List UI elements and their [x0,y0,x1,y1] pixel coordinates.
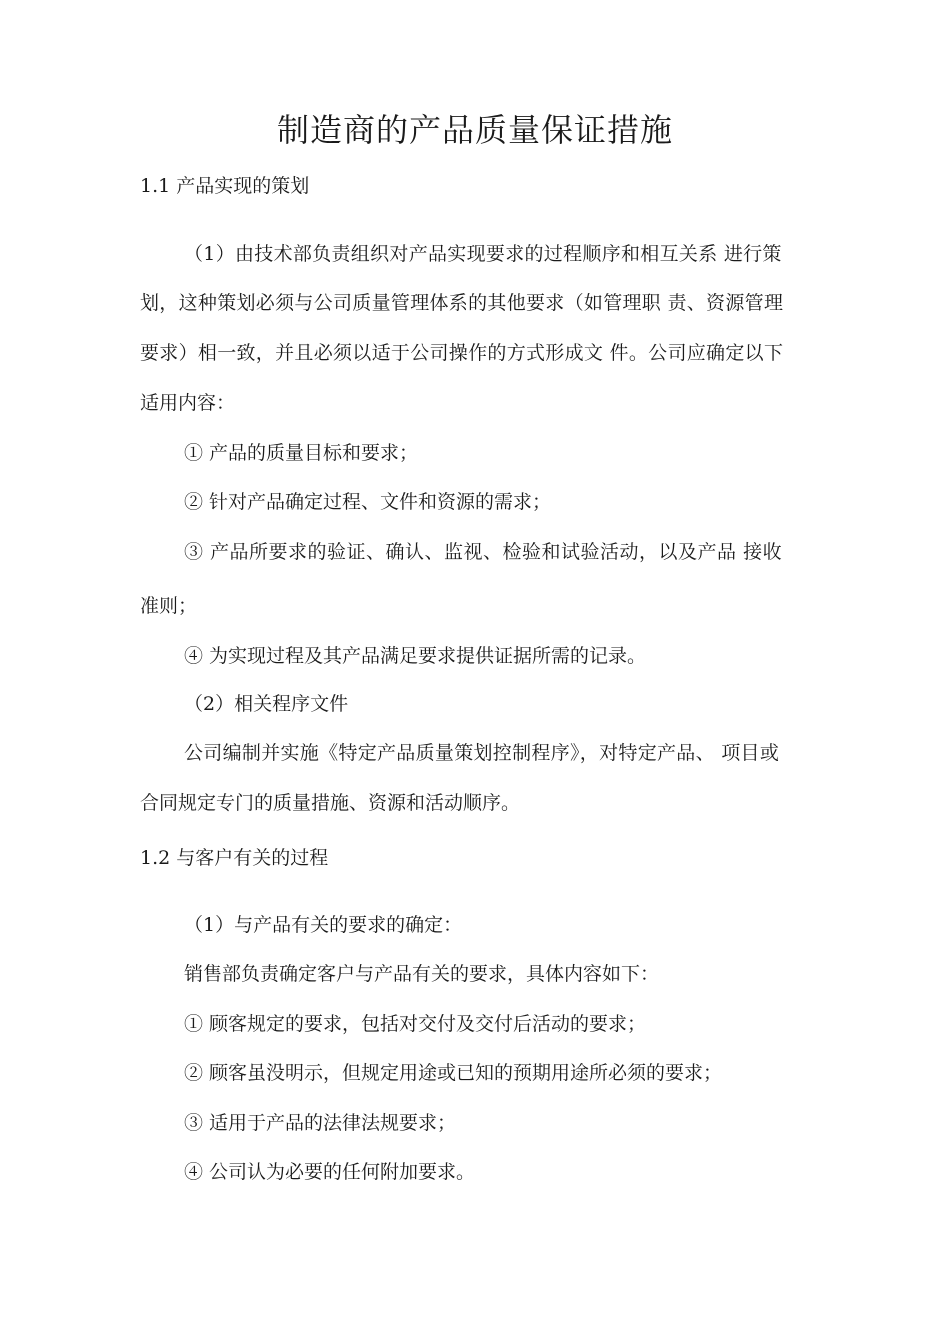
list-item-continuation: 准则； [140,595,198,617]
paragraph-line: 划，这种策划必须与公司质量管理体系的其他要求（如管理职 责、资源管理 [140,292,784,314]
list-item: ③ 适用于产品的法律法规要求； [184,1112,457,1134]
list-item: ③ 产品所要求的验证、确认、监视、检验和试验活动，以及产品 接收 [184,541,783,563]
subsection-heading: （1）与产品有关的要求的确定： [184,914,463,936]
list-item: ④ 为实现过程及其产品满足要求提供证据所需的记录。 [184,645,647,667]
list-item: ① 顾客规定的要求，包括对交付及交付后活动的要求； [184,1013,647,1035]
section-heading-1-1: 1.1 产品实现的策划 [140,175,310,197]
list-item: ① 产品的质量目标和要求； [184,442,419,464]
paragraph-line: 合同规定专门的质量措施、资源和活动顺序。 [140,792,521,814]
paragraph-line: 要求）相一致，并且必须以适于公司操作的方式形成文 件。公司应确定以下 [140,342,784,364]
section-heading-1-2: 1.2 与客户有关的过程 [140,847,329,869]
list-item: ④ 公司认为必要的任何附加要求。 [184,1161,476,1183]
paragraph-line: 公司编制并实施《特定产品质量策划控制程序》，对特定产品、 项目或 [184,742,780,764]
document-title: 制造商的产品质量保证措施 [276,111,673,149]
paragraph-line: 适用内容： [140,392,236,414]
paragraph-line: （1）由技术部负责组织对产品实现要求的过程顺序和相互关系 进行策 [184,243,782,265]
paragraph-line: 销售部负责确定客户与产品有关的要求，具体内容如下： [184,963,660,985]
list-item: ② 顾客虽没明示，但规定用途或已知的预期用途所必须的要求； [184,1062,723,1084]
subsection-heading: （2）相关程序文件 [184,693,349,715]
list-item: ② 针对产品确定过程、文件和资源的需求； [184,491,552,513]
